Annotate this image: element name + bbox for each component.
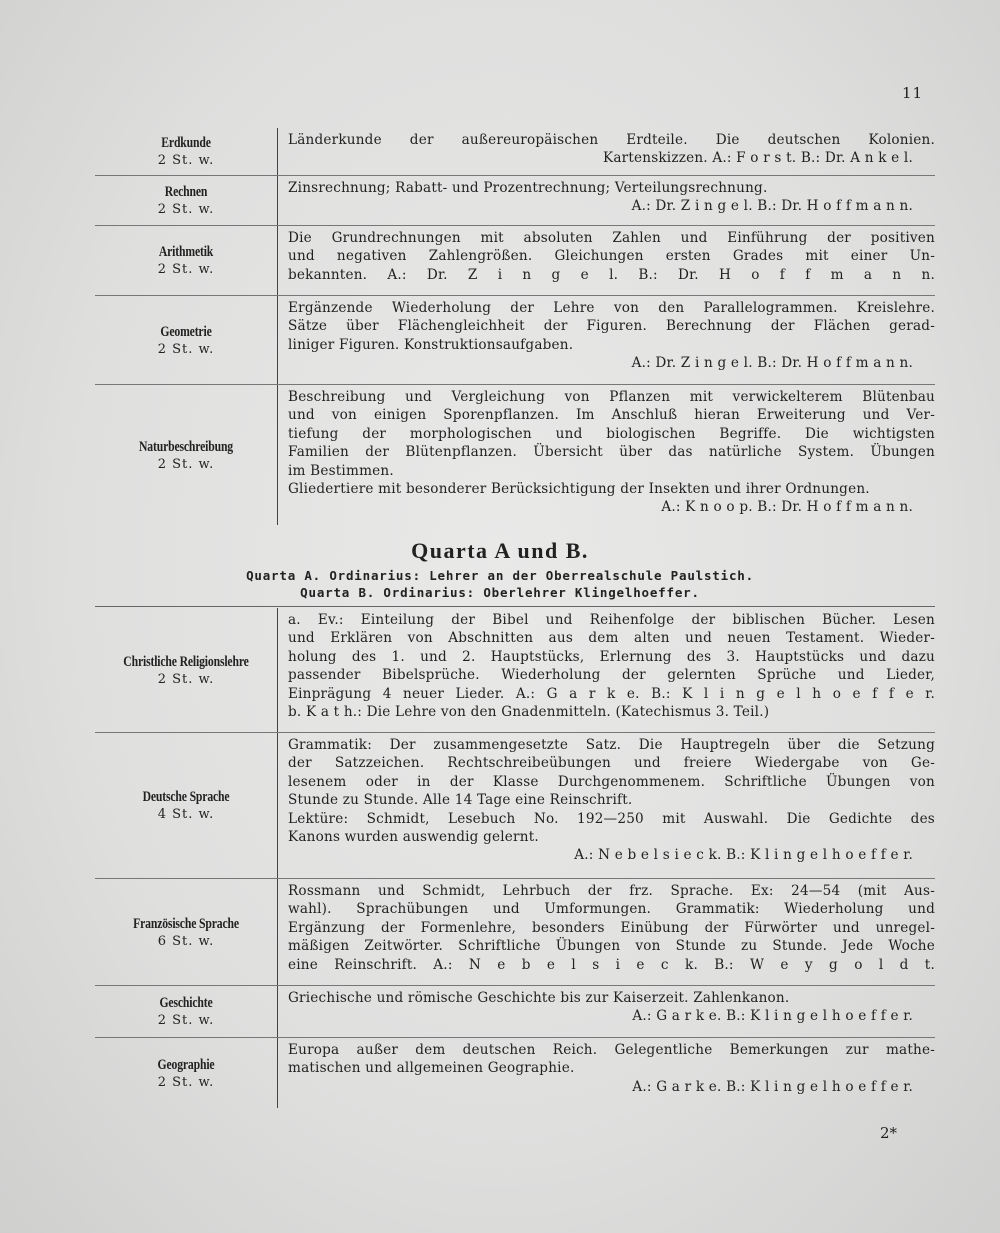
content-line: Kartenskizzen. A.: F o r s t. B.: Dr. A n k e l. [602, 150, 913, 167]
section-title: Quarta A und B. [411, 538, 589, 563]
content-line: Ergänzende Wiederholung der Lehre von den Parallelogrammen. Kreislehre. [288, 300, 935, 316]
subject-hours: 2 St. w. [157, 262, 215, 277]
content-line: Europa außer dem deutschen Reich. Gelegentliche Bemerkungen zur mathe- [288, 1042, 935, 1058]
content-line: im Bestimmen. [288, 462, 394, 479]
subject-cell [95, 1038, 278, 1108]
subject-name: Geometrie [160, 323, 212, 340]
content-line: A.: Dr. Z i n g e l. B.: Dr. H o f f m a n n. [631, 355, 913, 372]
curriculum-table-lower [95, 608, 935, 1108]
table-row [95, 608, 935, 733]
content-line: Lektüre: Schmidt, Lesebuch No. 192—250 mit Auswahl. Die Gedichte des [288, 810, 935, 827]
content-line: Einprägung 4 neuer Lieder. A.: G a r k e. B.: K l i n g e l h o e f f e r. [288, 685, 935, 702]
content-line: b. K a t h.: Die Lehre von den Gnadenmitteln. (Katechismus 3. Teil.) [288, 704, 770, 721]
subject-hours: 2 St. w. [157, 202, 215, 217]
curriculum-table-upper [95, 128, 935, 525]
content-line: der Satzzeichen. Rechtschreibeübungen und freiere Wiedergabe von Ge- [288, 755, 935, 772]
subject-hours: 6 St. w. [157, 933, 215, 949]
content-cell [278, 176, 935, 225]
content-line: Griechische und römische Geschichte bis zur Kaiserzeit. Zahlenkanon. [288, 990, 790, 1006]
content-line: matischen und allgemeinen Geographie. [288, 1060, 575, 1077]
content-cell [278, 296, 935, 384]
table-row [95, 385, 935, 525]
subject-cell [95, 608, 278, 732]
table-row [95, 296, 935, 385]
content-line: liniger Figuren. Konstruktionsaufgaben. [288, 336, 574, 353]
content-line: mäßigen Zeitwörter. Schriftliche Übungen von Stunde zu Stunde. Jede Woche [288, 938, 935, 955]
subject-name: Geographie [157, 1056, 215, 1073]
content-line: Zinsrechnung; Rabatt- und Prozentrechnung; Verteilungsrechnung. [288, 180, 768, 196]
table-row [95, 986, 935, 1038]
ordinarius-a: Quarta A. Ordinarius: Lehrer an der Oberrealschule Paulstich. [246, 568, 754, 583]
content-cell [278, 879, 935, 985]
table-row [95, 226, 935, 296]
content-line: A.: G a r k e. B.: K l i n g e l h o e f f e r. [632, 1078, 913, 1095]
content-line: holung des 1. und 2. Hauptstücks, Erlernung des 3. Hauptstücks und dazu [288, 648, 935, 665]
content-cell [278, 986, 935, 1037]
table-row [95, 128, 935, 176]
table-row [95, 733, 935, 879]
content-line: Beschreibung und Vergleichung von Pflanzen mit verwickelterem Blütenbau [288, 389, 935, 405]
content-line: a. Ev.: Einteilung der Bibel und Reihenfolge der biblischen Bücher. Lesen [288, 612, 935, 628]
content-line: eine Reinschrift. A.: N e b e l s i e c k. B.: W e y g o l d t. [288, 956, 935, 973]
content-line: tiefung der morphologischen und biologischen Begriffe. Die wichtigsten [288, 425, 935, 442]
subject-cell [95, 986, 278, 1037]
content-line: und negativen Zahlengrößen. Gleichungen ersten Grades mit einer Un- [288, 248, 935, 265]
subject-hours: 2 St. w. [157, 456, 215, 472]
content-line: Sätze über Flächengleichheit der Figuren. Berechnung der Flächen gerad- [288, 318, 935, 335]
content-cell [278, 1038, 935, 1108]
content-line: lesenem oder in der Klasse Durchgenommenem. Schriftliche Übungen von [288, 773, 935, 790]
content-cell [278, 226, 935, 295]
content-line: A.: Dr. Z i n g e l. B.: Dr. H o f f m a n n. [631, 198, 913, 215]
content-line: Ergänzung der Formenlehre, besonders Einübung der Fürwörter und unregel- [288, 919, 935, 936]
content-line: Grammatik: Der zusammengesetzte Satz. Die Hauptregeln über die Setzung [288, 737, 935, 753]
content-cell [278, 385, 935, 525]
content-line: Familien der Blütenpflanzen. Übersicht über das natürliche System. Übungen [288, 444, 935, 461]
subject-name: Rechnen [164, 184, 208, 200]
table-row [95, 879, 935, 986]
subject-name: Französische Sprache [133, 915, 239, 932]
content-line: Stunde zu Stunde. Alle 14 Tage eine Reinschrift. [288, 792, 633, 809]
subject-name: Arithmetik [158, 244, 214, 260]
subject-hours: 2 St. w. [157, 1013, 215, 1028]
table-row [95, 1038, 935, 1108]
content-cell [278, 608, 935, 732]
subject-cell [95, 176, 278, 225]
subject-name: Christliche Religionslehre [123, 653, 249, 670]
content-line: Kanons wurden auswendig gelernt. [288, 829, 539, 846]
subject-cell [95, 128, 278, 175]
subject-name: Erdkunde [161, 135, 211, 151]
signature-mark: 2* [880, 1124, 898, 1142]
content-line: und Erklären von Abschnitten aus dem alten und neuen Testament. Wieder- [288, 630, 935, 647]
content-line: A.: N e b e l s i e c k. B.: K l i n g e l h o e f f e r. [574, 847, 913, 864]
content-line: Gliedertiere mit besonderer Berücksichtigung der Insekten und ihrer Ordnungen. [288, 481, 870, 498]
content-line: und von einigen Sporenpflanzen. Im Anschluß hieran Erweiterung und Ver- [288, 407, 935, 424]
ordinarius-b: Quarta B. Ordinarius: Oberlehrer Klingelhoeffer. [300, 585, 700, 600]
subject-hours: 2 St. w. [157, 341, 215, 357]
subject-name: Geschichte [159, 995, 213, 1011]
table-row [95, 176, 935, 226]
subject-cell [95, 733, 278, 878]
subject-hours: 4 St. w. [157, 807, 215, 822]
content-line: Rossmann und Schmidt, Lehrbuch der frz. Sprache. Ex: 24—54 (mit Aus- [288, 883, 935, 899]
content-line: Die Grundrechnungen mit absoluten Zahlen und Einführung der positiven [288, 230, 935, 246]
content-cell [278, 128, 935, 175]
page-number: 11 [902, 84, 924, 102]
subject-hours: 2 St. w. [157, 1074, 215, 1090]
content-line: Länderkunde der außereuropäischen Erdteile. Die deutschen Kolonien. [288, 132, 935, 148]
content-line: A.: G a r k e. B.: K l i n g e l h o e f f e r. [632, 1008, 913, 1025]
content-line: bekannten. A.: Dr. Z i n g e l. B.: Dr. H o f f m a n n. [288, 266, 935, 283]
content-line: wahl). Sprachübungen und Umformungen. Grammatik: Wiederholung und [288, 901, 935, 918]
subject-name: Naturbeschreibung [138, 438, 233, 455]
subject-cell [95, 879, 278, 985]
content-cell [278, 733, 935, 878]
subject-name: Deutsche Sprache [142, 789, 230, 805]
content-line: A.: K n o o p. B.: Dr. H o f f m a n n. [661, 499, 913, 516]
subject-cell [95, 226, 278, 295]
content-line: passender Bibelsprüche. Wiederholung der gelernten Sprüche und Lieder, [288, 667, 935, 684]
subject-hours: 2 St. w. [157, 671, 215, 687]
subject-hours: 2 St. w. [157, 153, 215, 168]
subject-cell [95, 385, 278, 525]
section-divider [95, 606, 935, 607]
subject-cell [95, 296, 278, 384]
